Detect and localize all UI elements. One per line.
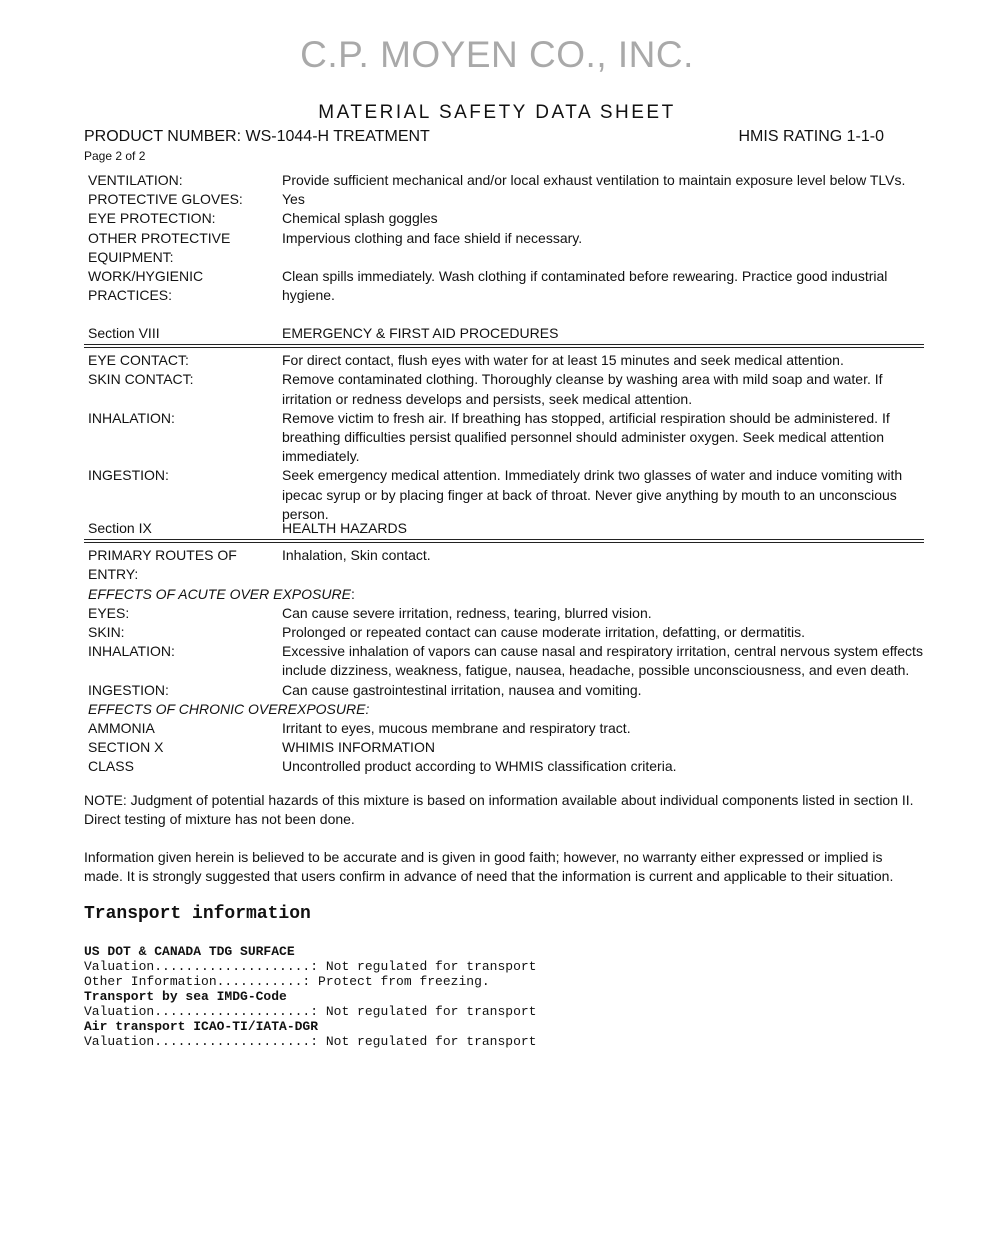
first-aid-row bbox=[84, 370, 924, 408]
transport-heading: Air transport ICAO-TI/IATA-DGR bbox=[84, 1019, 319, 1034]
section-title: WHIMIS INFORMATION bbox=[282, 739, 435, 756]
protection-row bbox=[84, 209, 924, 228]
product-line bbox=[84, 128, 884, 146]
row-label: VENTILATION: bbox=[88, 172, 183, 188]
row-label: INGESTION: bbox=[88, 681, 169, 698]
row-label: AMMONIA bbox=[88, 720, 155, 737]
acute-heading-colon: : bbox=[350, 585, 355, 602]
protection-section bbox=[84, 171, 924, 305]
row-label: WORK/HYGIENIC PRACTICES: bbox=[88, 268, 204, 304]
disclaimer-paragraph: Information given herein is believed to be accurate and is given in good faith; however, no warranty either expressed or implied is made. It is strongly suggested that users confirm in advance of need that the information is current and applicable to their situation. bbox=[84, 849, 894, 885]
document-title: MATERIAL SAFETY DATA SHEET bbox=[318, 102, 676, 123]
routes-row bbox=[84, 546, 924, 584]
row-value: For direct contact, flush eyes with water for at least 15 minutes and seek medical attention. bbox=[282, 352, 844, 369]
first-aid-row bbox=[84, 409, 924, 467]
row-value: Clean spills immediately. Wash clothing if contaminated before rewearing. Practice good industrial hygiene. bbox=[282, 268, 888, 304]
protection-row bbox=[84, 190, 924, 209]
row-label: INGESTION: bbox=[88, 467, 169, 484]
row-label: OTHER PROTECTIVE EQUIPMENT: bbox=[88, 229, 231, 265]
row-label: CLASS bbox=[88, 758, 134, 775]
transport-lines bbox=[84, 944, 536, 1049]
transport-heading: US DOT & CANADA TDG SURFACE bbox=[84, 944, 295, 959]
double-rule bbox=[84, 539, 924, 543]
hmis-rating: HMIS RATING 1-1-0 bbox=[738, 128, 884, 145]
row-value: Remove victim to fresh air. If breathing has stopped, artificial respiration should be administered. If breathing difficulties persist qualified personnel should administer oxygen. Seek medical attention immediately. bbox=[282, 409, 890, 465]
row-label: PROTECTIVE GLOVES: bbox=[88, 191, 243, 208]
transport-heading: Transport by sea IMDG-Code bbox=[84, 989, 287, 1004]
first-aid-row bbox=[84, 351, 924, 370]
row-label: SKIN: bbox=[88, 624, 125, 641]
transport-line: Valuation....................: Not regulated for transport bbox=[84, 959, 537, 974]
row-label: INHALATION: bbox=[88, 643, 175, 660]
row-value: Yes bbox=[282, 191, 305, 208]
section-title: EMERGENCY & FIRST AID PROCEDURES bbox=[282, 325, 559, 341]
row-value: Prolonged or repeated contact can cause moderate irritation, defatting, or dermatitis. bbox=[282, 624, 805, 641]
acute-row bbox=[84, 604, 924, 623]
acute-row bbox=[84, 623, 924, 642]
company-name: C.P. MOYEN CO., INC. bbox=[300, 34, 694, 75]
row-label: INHALATION: bbox=[88, 409, 175, 426]
row-label: EYES: bbox=[88, 604, 130, 621]
row-value: Excessive inhalation of vapors can cause nasal and respiratory irritation, central nervous system effects include dizziness, weakness, fatigue, nausea, headache, possible unconsciousness, and even death. bbox=[282, 643, 923, 679]
row-value: Irritant to eyes, mucous membrane and respiratory tract. bbox=[282, 720, 631, 737]
product-number: PRODUCT NUMBER: WS-1044-H TREATMENT bbox=[84, 128, 430, 145]
row-value: Inhalation, Skin contact. bbox=[282, 547, 431, 564]
row-label: SKIN CONTACT: bbox=[88, 371, 194, 388]
row-value: Impervious clothing and face shield if necessary. bbox=[282, 229, 583, 246]
protection-row bbox=[84, 267, 924, 305]
row-value: Can cause gastrointestinal irritation, nausea and vomiting. bbox=[282, 681, 642, 698]
transport-line: Valuation....................: Not regulated for transport bbox=[84, 1034, 537, 1049]
section-number: Section VIII bbox=[88, 325, 160, 341]
acute-heading-text: EFFECTS OF ACUTE OVER EXPOSURE bbox=[88, 585, 351, 602]
section-header bbox=[84, 519, 924, 538]
row-value: Seek emergency medical attention. Immediately drink two glasses of water and induce vomiting with ipecac syrup or by placing finger at back of throat. Never give anything by mouth to an unconscious person. bbox=[282, 467, 903, 522]
row-value: Provide sufficient mechanical and/or local exhaust ventilation to maintain exposure level below TLVs. bbox=[282, 172, 906, 188]
acute-row bbox=[84, 681, 924, 700]
chronic-heading: EFFECTS OF CHRONIC OVEREXPOSURE: bbox=[88, 700, 370, 717]
page-number: Page 2 of 2 bbox=[84, 149, 146, 163]
row-label: EYE CONTACT: bbox=[88, 352, 189, 369]
note-paragraph: NOTE: Judgment of potential hazards of this mixture is based on information available about individual components listed in section II. Direct testing of mixture has not been done. bbox=[84, 792, 914, 828]
row-value: Can cause severe irritation, redness, tearing, blurred vision. bbox=[282, 604, 652, 621]
row-label: PRIMARY ROUTES OF ENTRY: bbox=[88, 547, 237, 583]
chronic-row bbox=[84, 719, 924, 738]
row-value: Uncontrolled product according to WHMIS classification criteria. bbox=[282, 758, 677, 775]
row-value: Chemical splash goggles bbox=[282, 210, 438, 227]
section-number: Section IX bbox=[88, 520, 152, 536]
acute-row bbox=[84, 642, 924, 680]
section-header bbox=[84, 324, 924, 343]
section-title: HEALTH HAZARDS bbox=[282, 520, 407, 536]
acute-heading bbox=[84, 585, 924, 604]
protection-row bbox=[84, 171, 924, 190]
transport-line: Other Information...........: Protect from freezing. bbox=[84, 974, 490, 989]
row-label: EYE PROTECTION: bbox=[88, 210, 216, 227]
class-row bbox=[84, 757, 924, 776]
first-aid-row bbox=[84, 466, 924, 524]
section-x-header bbox=[84, 738, 924, 757]
section-viii bbox=[84, 324, 924, 524]
transport-title: Transport information bbox=[84, 904, 311, 924]
transport-line: Valuation....................: Not regulated for transport bbox=[84, 1004, 537, 1019]
double-rule bbox=[84, 344, 924, 348]
row-value: Remove contaminated clothing. Thoroughly cleanse by washing area with mild soap and water. If irritation or redness develops and persists, seek medical attention. bbox=[282, 371, 883, 407]
section-number: SECTION X bbox=[88, 739, 164, 756]
section-ix bbox=[84, 519, 924, 777]
protection-row bbox=[84, 229, 924, 267]
